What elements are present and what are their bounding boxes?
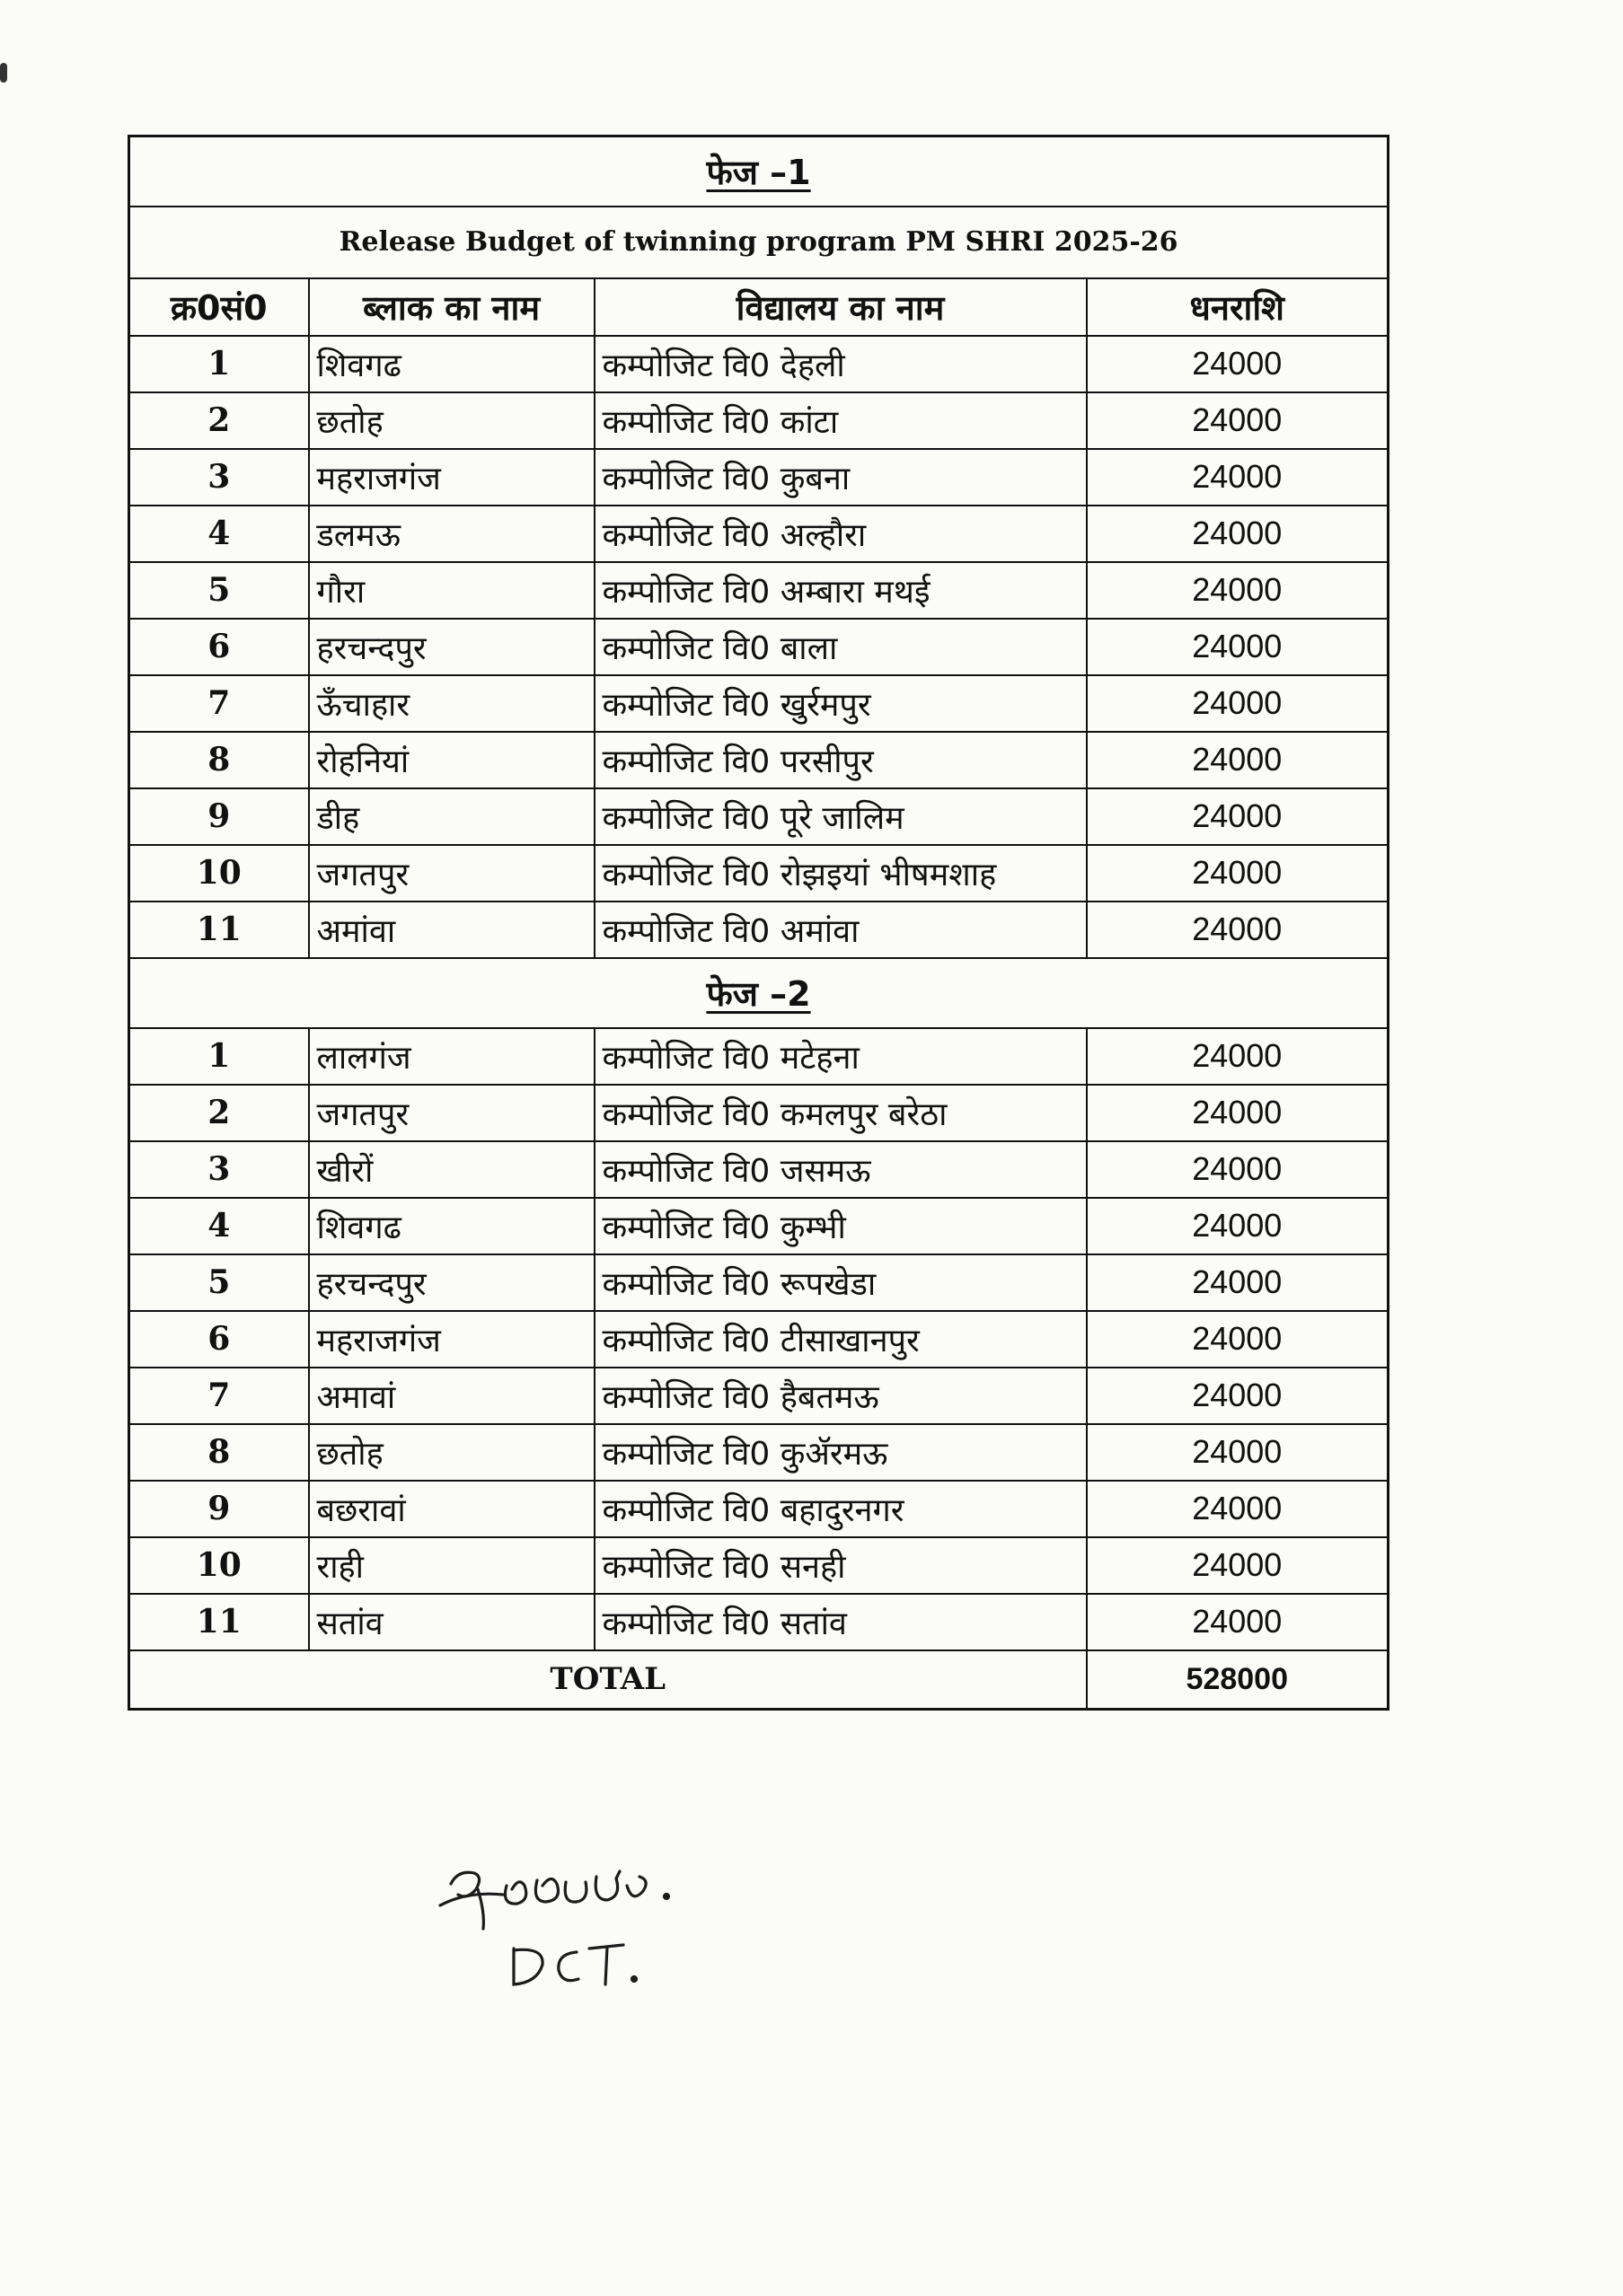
serial-cell: 4	[129, 1198, 309, 1254]
amount-cell: 24000	[1087, 619, 1389, 675]
table-row	[129, 562, 1389, 619]
table-row	[129, 1424, 1389, 1481]
block-name-cell: जगतपुर	[309, 845, 595, 902]
table-row	[129, 506, 1389, 562]
school-name-cell: कम्पोजिट वि0 मटेहना	[595, 1028, 1087, 1085]
amount-cell: 24000	[1087, 1254, 1389, 1311]
table-row	[129, 392, 1389, 449]
serial-cell: 3	[129, 1141, 309, 1198]
serial-cell: 6	[129, 619, 309, 675]
budget-sheet	[128, 135, 1387, 1711]
school-name-cell: कम्पोजिट वि0 कांटा	[595, 392, 1087, 449]
header-serial: क्र0सं0	[129, 278, 309, 336]
amount-cell: 24000	[1087, 845, 1389, 902]
serial-cell: 2	[129, 1085, 309, 1141]
serial-cell: 4	[129, 506, 309, 562]
total-row	[129, 1650, 1389, 1710]
table-row	[129, 1368, 1389, 1424]
amount-cell: 24000	[1087, 1594, 1389, 1650]
block-name-cell: शिवगढ	[309, 1198, 595, 1254]
table-row	[129, 732, 1389, 788]
block-name-cell: हरचन्दपुर	[309, 1254, 595, 1311]
block-name-cell: शिवगढ	[309, 336, 595, 392]
serial-cell: 6	[129, 1311, 309, 1368]
block-name-cell: राही	[309, 1537, 595, 1594]
block-name-cell: खीरों	[309, 1141, 595, 1198]
table-row	[129, 1198, 1389, 1254]
table-row	[129, 1594, 1389, 1650]
phase-1-heading-row	[129, 136, 1389, 207]
phase-2-heading: फेज –2	[129, 958, 1389, 1028]
amount-cell: 24000	[1087, 1368, 1389, 1424]
block-name-cell: डलमऊ	[309, 506, 595, 562]
school-name-cell: कम्पोजिट वि0 अल्हौरा	[595, 506, 1087, 562]
table-row	[129, 1085, 1389, 1141]
title-row	[129, 207, 1389, 278]
margin-mark	[0, 63, 7, 83]
serial-cell: 3	[129, 449, 309, 506]
table-row	[129, 1028, 1389, 1085]
school-name-cell: कम्पोजिट वि0 कुबना	[595, 449, 1087, 506]
block-name-cell: डीह	[309, 788, 595, 845]
table-row	[129, 1141, 1389, 1198]
amount-cell: 24000	[1087, 449, 1389, 506]
serial-cell: 11	[129, 902, 309, 958]
table-row	[129, 336, 1389, 392]
block-name-cell: अमावां	[309, 1368, 595, 1424]
phase-1-heading: फेज –1	[129, 136, 1389, 207]
table-row	[129, 845, 1389, 902]
school-name-cell: कम्पोजिट वि0 रूपखेडा	[595, 1254, 1087, 1311]
school-name-cell: कम्पोजिट वि0 कुम्भी	[595, 1198, 1087, 1254]
amount-cell: 24000	[1087, 675, 1389, 732]
school-name-cell: कम्पोजिट वि0 कमलपुर बरेठा	[595, 1085, 1087, 1141]
table-row	[129, 788, 1389, 845]
amount-cell: 24000	[1087, 506, 1389, 562]
block-name-cell: गौरा	[309, 562, 595, 619]
block-name-cell: लालगंज	[309, 1028, 595, 1085]
serial-cell: 8	[129, 732, 309, 788]
block-name-cell: छतोह	[309, 1424, 595, 1481]
table-row	[129, 1311, 1389, 1368]
amount-cell: 24000	[1087, 1424, 1389, 1481]
header-school: विद्यालय का नाम	[595, 278, 1087, 336]
table-row	[129, 902, 1389, 958]
table-row	[129, 449, 1389, 506]
amount-cell: 24000	[1087, 562, 1389, 619]
amount-cell: 24000	[1087, 788, 1389, 845]
phase-2-heading-row	[129, 958, 1389, 1028]
school-name-cell: कम्पोजिट वि0 हैबतमऊ	[595, 1368, 1087, 1424]
school-name-cell: कम्पोजिट वि0 टीसाखानपुर	[595, 1311, 1087, 1368]
table-row	[129, 1481, 1389, 1537]
block-name-cell: रोहनियां	[309, 732, 595, 788]
school-name-cell: कम्पोजिट वि0 जसमऊ	[595, 1141, 1087, 1198]
amount-cell: 24000	[1087, 732, 1389, 788]
serial-cell: 9	[129, 1481, 309, 1537]
table-row	[129, 619, 1389, 675]
amount-cell: 24000	[1087, 1537, 1389, 1594]
block-name-cell: महराजगंज	[309, 449, 595, 506]
serial-cell: 7	[129, 675, 309, 732]
table-row	[129, 675, 1389, 732]
block-name-cell: छतोह	[309, 392, 595, 449]
serial-cell: 8	[129, 1424, 309, 1481]
block-name-cell: सतांव	[309, 1594, 595, 1650]
column-header-row	[129, 278, 1389, 336]
serial-cell: 1	[129, 1028, 309, 1085]
amount-cell: 24000	[1087, 1198, 1389, 1254]
school-name-cell: कम्पोजिट वि0 सनही	[595, 1537, 1087, 1594]
serial-cell: 2	[129, 392, 309, 449]
table-row	[129, 1254, 1389, 1311]
serial-cell: 7	[129, 1368, 309, 1424]
block-name-cell: महराजगंज	[309, 1311, 595, 1368]
school-name-cell: कम्पोजिट वि0 खुर्रमपुर	[595, 675, 1087, 732]
school-name-cell: कम्पोजिट वि0 परसीपुर	[595, 732, 1087, 788]
block-name-cell: ऊँचाहार	[309, 675, 595, 732]
amount-cell: 24000	[1087, 1085, 1389, 1141]
amount-cell: 24000	[1087, 1141, 1389, 1198]
serial-cell: 5	[129, 1254, 309, 1311]
signature	[431, 1850, 719, 2002]
school-name-cell: कम्पोजिट वि0 रोझइयां भीषमशाह	[595, 845, 1087, 902]
amount-cell: 24000	[1087, 1311, 1389, 1368]
school-name-cell: कम्पोजिट वि0 पूरे जालिम	[595, 788, 1087, 845]
budget-table	[128, 135, 1389, 1711]
amount-cell: 24000	[1087, 1481, 1389, 1537]
block-name-cell: जगतपुर	[309, 1085, 595, 1141]
table-row	[129, 1537, 1389, 1594]
school-name-cell: कम्पोजिट वि0 अम्बारा मथई	[595, 562, 1087, 619]
block-name-cell: बछरावां	[309, 1481, 595, 1537]
block-name-cell: अमांवा	[309, 902, 595, 958]
serial-cell: 9	[129, 788, 309, 845]
serial-cell: 11	[129, 1594, 309, 1650]
header-block: ब्लाक का नाम	[309, 278, 595, 336]
school-name-cell: कम्पोजिट वि0 कुॲरमऊ	[595, 1424, 1087, 1481]
total-amount: 528000	[1087, 1650, 1389, 1710]
school-name-cell: कम्पोजिट वि0 अमांवा	[595, 902, 1087, 958]
amount-cell: 24000	[1087, 1028, 1389, 1085]
header-amount: धनराशि	[1087, 278, 1389, 336]
document-title: Release Budget of twinning program PM SHRI 2025-26	[129, 207, 1389, 278]
serial-cell: 5	[129, 562, 309, 619]
total-label: TOTAL	[129, 1650, 1087, 1710]
school-name-cell: कम्पोजिट वि0 बाला	[595, 619, 1087, 675]
amount-cell: 24000	[1087, 902, 1389, 958]
block-name-cell: हरचन्दपुर	[309, 619, 595, 675]
amount-cell: 24000	[1087, 336, 1389, 392]
school-name-cell: कम्पोजिट वि0 बहादुरनगर	[595, 1481, 1087, 1537]
serial-cell: 10	[129, 845, 309, 902]
serial-cell: 1	[129, 336, 309, 392]
amount-cell: 24000	[1087, 392, 1389, 449]
serial-cell: 10	[129, 1537, 309, 1594]
school-name-cell: कम्पोजिट वि0 सतांव	[595, 1594, 1087, 1650]
school-name-cell: कम्पोजिट वि0 देहली	[595, 336, 1087, 392]
